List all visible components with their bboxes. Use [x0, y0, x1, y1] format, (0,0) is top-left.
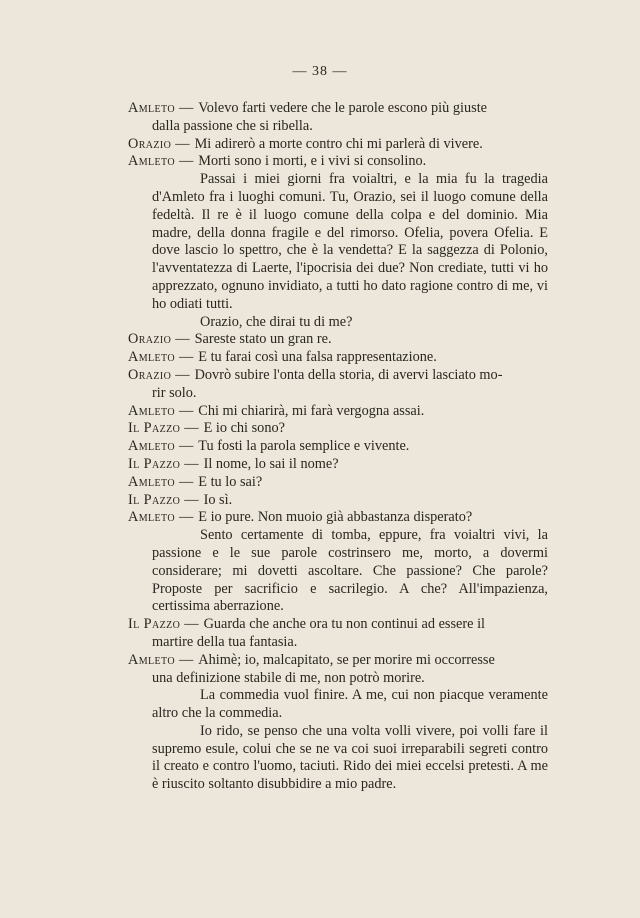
speech-block [128, 153, 548, 331]
speech-text: martire della tua fantasia. [152, 633, 298, 650]
speech-text: E tu farai così una falsa rappresentazione. [198, 349, 437, 366]
page-number: — 38 — [292, 64, 348, 79]
speech-text: Il nome, lo sai il nome? [203, 455, 339, 472]
speech-line [128, 438, 548, 456]
speech-dash: — [184, 616, 199, 633]
speaker-name: Amleto [128, 153, 175, 170]
speech-line [128, 616, 548, 634]
speaker-name: Amleto [128, 100, 175, 116]
speech-block [128, 474, 548, 492]
speech-dash: — [184, 455, 199, 472]
speaker-name: Amleto [128, 509, 175, 526]
speech-paragraph: Passai i miei giorni fra voialtri, e la mia fu la tragedia d'Amleto fra i luoghi comuni. Tu, Orazio, sei il luogo comune della fedeltà. Il re è il luogo comune della colpa e del dominio. Mia madre, della donna fragile e del rimorso. Ofelia, povera Ofelia. E dove lascio lo spettro, che è la vendetta? E la saggezza di Polonio, l'avventatezza di Laerte, l'ipocrisia dei due? Non crediate, tutti vi ho apprezzato, ognuno invidiato, a tutti ho dato ragione contro di me, vi ho odiati tutti. [152, 171, 548, 312]
speech-dash: — [178, 509, 194, 526]
speech-line [128, 420, 548, 438]
speech-block [128, 456, 548, 474]
speech-text: E io pure. Non muoio già abbastanza disperato? [198, 509, 473, 526]
speech-text: Sareste stato un gran re. [194, 331, 332, 348]
speech-block [128, 331, 548, 349]
speech-dash: — [178, 100, 194, 116]
speech-text: Ahimè; io, malcapitato, se per morire mi occorresse [198, 651, 495, 668]
speech-text: Dovrò subire l'onta della storia, di avervi lasciato mo- [194, 366, 503, 383]
speech-dash: — [178, 349, 194, 366]
speech-line [128, 136, 548, 154]
speaker-name: Il Pazzo [128, 616, 181, 633]
speech-dash: — [184, 420, 199, 437]
speech-line [128, 385, 548, 403]
speech-dash: — [184, 491, 199, 508]
speech-dash: — [175, 331, 190, 348]
speaker-name: Orazio [128, 135, 172, 152]
speech-text: dalla passione che si ribella. [152, 117, 313, 134]
speaker-name: Amleto [128, 473, 175, 490]
speech-line [128, 367, 548, 385]
speech-text: Mi adirerò a morte contro chi mi parlerà di vivere. [194, 135, 483, 152]
speech-block [128, 403, 548, 421]
speech-line [128, 331, 548, 349]
speech-line [128, 456, 548, 474]
speech-text: E tu lo sai? [198, 473, 263, 490]
speaker-name: Amleto [128, 402, 175, 419]
speech-dash: — [178, 438, 194, 455]
speech-line [128, 349, 548, 367]
speech-line [128, 153, 548, 171]
speaker-name: Amleto [128, 438, 175, 455]
speech-line [128, 100, 548, 118]
speech-block [128, 100, 548, 136]
dialogue-text [128, 100, 548, 794]
speech-line [128, 652, 548, 670]
speech-block [128, 420, 548, 438]
speech-block [128, 367, 548, 403]
speech-text: Io sì. [203, 491, 233, 508]
speech-dash: — [175, 366, 190, 383]
speech-line [128, 403, 548, 421]
speech-block [128, 652, 548, 794]
speaker-name: Il Pazzo [128, 455, 181, 472]
speech-block [128, 349, 548, 367]
speech-text: Morti sono i morti, e i vivi si consolino. [198, 153, 427, 170]
speech-block [128, 509, 548, 616]
speaker-name: Amleto [128, 651, 175, 668]
speech-line [128, 509, 548, 527]
speech-dash: — [178, 402, 194, 419]
speech-line [128, 670, 548, 688]
speech-block [128, 438, 548, 456]
speech-paragraph: Io rido, se penso che una volta volli vivere, poi volli fare il supremo esule, colui che se ne va coi suoi irreparabili segreti contro il creato e contro l'uomo, taciuti. Rido dei miei eccelsi pretesti. A me è riuscito soltanto disubbidire a mio padre. [152, 722, 548, 793]
speech-text: Volevo farti vedere che le parole escono più giuste [198, 100, 488, 116]
speech-line [128, 492, 548, 510]
speech-line [128, 118, 548, 136]
speaker-name: Orazio [128, 331, 172, 348]
speech-text: rir solo. [152, 384, 197, 401]
speech-text: una definizione stabile di me, non potrò morire. [152, 669, 425, 686]
speech-paragraph: La commedia vuol finire. A me, cui non piacque veramente altro che la commedia. [152, 687, 548, 722]
speech-dash: — [178, 651, 194, 668]
speech-line [128, 634, 548, 652]
speech-paragraph: Orazio, che dirai tu di me? [200, 313, 353, 330]
speaker-name: Amleto [128, 349, 175, 366]
speaker-name: Orazio [128, 366, 172, 383]
speech-dash: — [178, 473, 194, 490]
speech-dash: — [178, 153, 194, 170]
speech-dash: — [175, 135, 190, 152]
speech-text: E io chi sono? [203, 420, 285, 437]
speech-text: Guarda che anche ora tu non continui ad essere il [203, 616, 486, 633]
speaker-name: Il Pazzo [128, 420, 181, 437]
speech-text: Tu fosti la parola semplice e vivente. [198, 438, 410, 455]
speech-block [128, 492, 548, 510]
speech-paragraph: Sento certamente di tomba, eppure, fra voialtri vivi, la passione e le sue parole costrinsero me, morto, a dovermi considerare; mi dovetti ascoltare. Che passione? Che parole? Proposte per sacrificio e sacrilegio. A che? All'impazienza, certissima aberrazione. [152, 527, 548, 615]
speech-text: Chi mi chiarirà, mi farà vergogna assai. [198, 402, 425, 419]
speech-block [128, 136, 548, 154]
speaker-name: Il Pazzo [128, 491, 181, 508]
speech-line [128, 474, 548, 492]
speech-block [128, 616, 548, 652]
